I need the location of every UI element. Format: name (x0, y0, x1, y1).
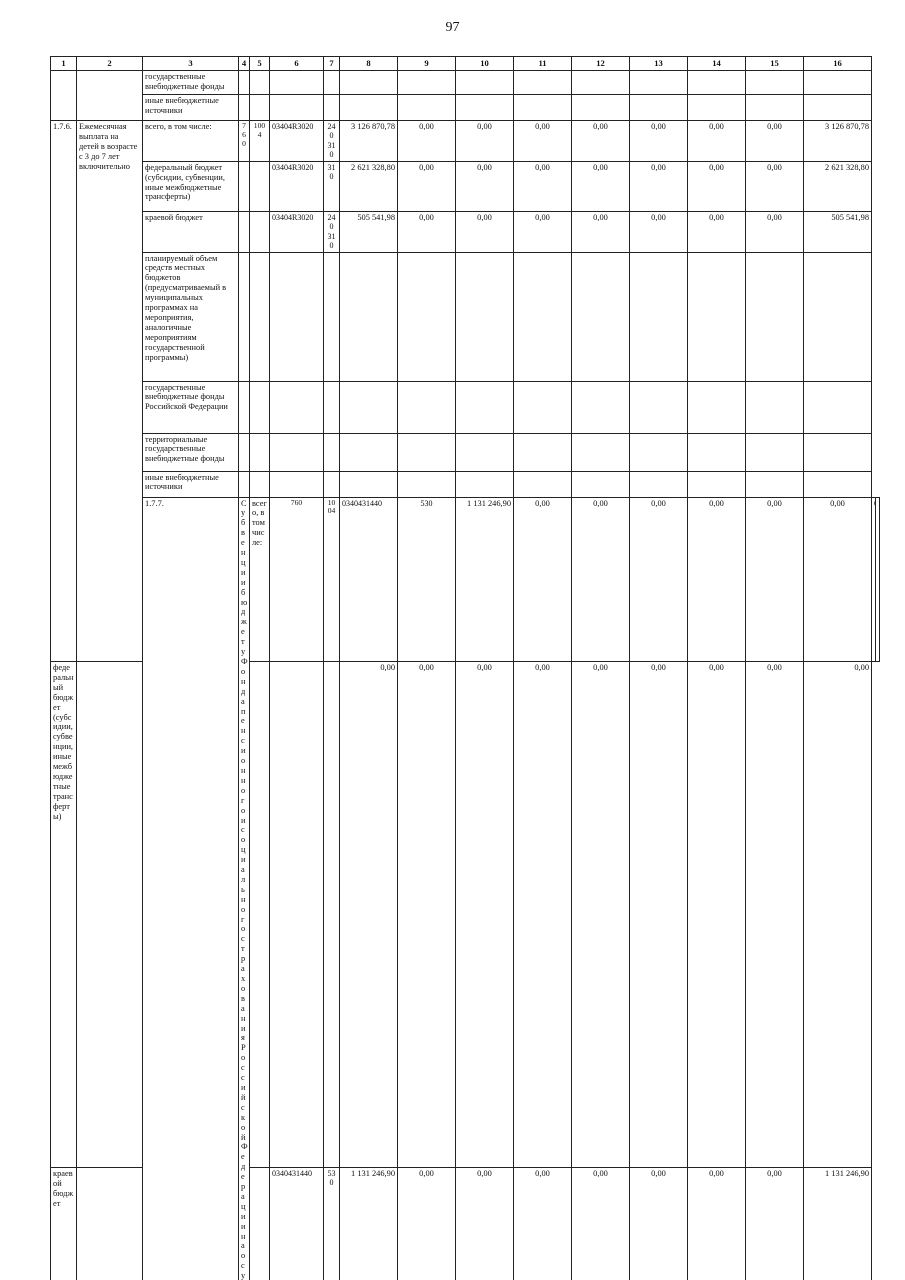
cell-c9: 0,00 (398, 1167, 456, 1280)
empty-cell (250, 211, 270, 252)
header-cell: 15 (746, 57, 804, 71)
cell-c7-line: 310 (327, 140, 336, 160)
empty-cell (340, 95, 398, 121)
empty-cell (398, 95, 456, 121)
empty-cell (746, 71, 804, 95)
cell-c16: 0,00 (804, 662, 872, 1168)
table-row (51, 211, 880, 252)
empty-cell (456, 252, 514, 381)
empty-cell (630, 71, 688, 95)
cell-c15: 0,00 (746, 121, 804, 162)
empty-cell (804, 471, 872, 497)
cell-c11: 0,00 (514, 662, 572, 1168)
table-row (51, 433, 880, 471)
budget-table (50, 56, 880, 1280)
empty-cell (456, 95, 514, 121)
cell-c14: 0,00 (804, 497, 872, 662)
cell-c11: 0,00 (514, 211, 572, 252)
empty-cell (572, 433, 630, 471)
cell-c7-line: 240 (327, 212, 336, 232)
cell-c11: 0,00 (514, 161, 572, 211)
empty-cell (456, 433, 514, 471)
source-label: федеральный бюджет (субсидии, субвенции, иные межбюджетные трансферты) (143, 161, 239, 211)
empty-cell (270, 471, 324, 497)
empty-cell (630, 433, 688, 471)
cell-c16: 1 131 246,90 (804, 1167, 872, 1280)
empty-cell (250, 1167, 270, 1280)
empty-cell (239, 433, 250, 471)
cell-c14: 0,00 (688, 662, 746, 1168)
table-row (51, 161, 880, 211)
cell-c16: 2 621 328,80 (804, 161, 872, 211)
source-label: государственные внебюджетные фонды (143, 71, 239, 95)
empty-cell (456, 71, 514, 95)
cell-c12: 0,00 (572, 121, 630, 162)
header-cell: 11 (514, 57, 572, 71)
empty-cell (688, 71, 746, 95)
source-label: краевой бюджет (51, 1167, 77, 1280)
cell-c16: 505 541,98 (804, 211, 872, 252)
header-cell: 3 (143, 57, 239, 71)
empty-cell (514, 71, 572, 95)
empty-cell (804, 433, 872, 471)
cell-c5: 1004 (324, 497, 340, 662)
cell-c15: 0,00 (746, 161, 804, 211)
table-row (51, 252, 880, 381)
empty-cell (630, 471, 688, 497)
empty-cell (239, 71, 250, 95)
header-cell: 6 (270, 57, 324, 71)
empty-cell (746, 381, 804, 433)
item-name: Ежемесячная выплата на детей в возрасте с 3 до 7 лет включительно (77, 121, 143, 662)
empty-cell (398, 381, 456, 433)
source-label: федеральный бюджет (субсидии, субвенции, иные межбюджетные трансферты) (51, 662, 77, 1168)
empty-cell (572, 71, 630, 95)
empty-cell (250, 161, 270, 211)
cell-c7 (324, 121, 340, 162)
empty-cell (239, 161, 250, 211)
source-label: государственные внебюджетные фонды Российской Федерации (143, 381, 239, 433)
table-row (51, 71, 880, 95)
cell-c6: 0340431440 (340, 497, 398, 662)
empty-cell (746, 471, 804, 497)
empty-cell (804, 381, 872, 433)
empty-cell (324, 433, 340, 471)
item-number: 1.7.6. (51, 121, 77, 662)
empty-cell (250, 252, 270, 381)
header-cell: 1 (51, 57, 77, 71)
empty-cell (250, 381, 270, 433)
cell-c13: 0,00 (630, 211, 688, 252)
cell-c14: 0,00 (688, 121, 746, 162)
table-row (51, 121, 880, 162)
cell-c7 (324, 211, 340, 252)
page-number: 97 (445, 20, 460, 35)
empty-cell (250, 471, 270, 497)
empty-cell (250, 662, 270, 1168)
cell-c11: 0,00 (514, 1167, 572, 1280)
cell-c10: 0,00 (456, 121, 514, 162)
header-cell: 9 (398, 57, 456, 71)
empty-cell (804, 95, 872, 121)
source-label: всего, в том числе: (250, 497, 270, 662)
empty-cell (324, 95, 340, 121)
cell-c12: 0,00 (572, 1167, 630, 1280)
cell-c13: 0,00 (630, 662, 688, 1168)
empty-cell (688, 381, 746, 433)
empty-cell (746, 252, 804, 381)
header-cell: 7 (324, 57, 340, 71)
cell-c9: 0,00 (514, 497, 572, 662)
empty-cell (804, 252, 872, 381)
empty-cell (77, 1167, 143, 1280)
empty-cell (572, 95, 630, 121)
table-row (51, 497, 880, 662)
cell-c13: 0,00 (630, 1167, 688, 1280)
table-row (51, 471, 880, 497)
cell-c8: 1 131 246,90 (456, 497, 514, 662)
empty-cell (456, 471, 514, 497)
cell-c13: 0,00 (746, 497, 804, 662)
empty-cell (239, 211, 250, 252)
empty-cell (456, 381, 514, 433)
empty-cell (51, 71, 77, 121)
cell-c7: 310 (324, 161, 340, 211)
empty-cell (324, 71, 340, 95)
table-row (51, 381, 880, 433)
cell-c13: 0,00 (630, 161, 688, 211)
empty-cell (239, 95, 250, 121)
cell-c16: 3 126 870,78 (804, 121, 872, 162)
cell-c16 (876, 497, 880, 662)
cell-c8: 505 541,98 (340, 211, 398, 252)
cell-c14: 0,00 (688, 211, 746, 252)
empty-cell (340, 381, 398, 433)
cell-c12: 0,00 (572, 662, 630, 1168)
empty-cell (804, 71, 872, 95)
empty-cell (250, 71, 270, 95)
cell-c6: 03404R3020 (270, 121, 324, 162)
cell-c5: 1004 (250, 121, 270, 162)
table-row (51, 95, 880, 121)
item-name: Субвенции бюджету Фонда пенсионного и социального страхования Российской Федерации на осу (239, 497, 250, 1280)
empty-cell (324, 662, 340, 1168)
empty-cell (746, 95, 804, 121)
empty-cell (77, 71, 143, 121)
cell-c14: 0,00 (688, 161, 746, 211)
empty-cell (324, 471, 340, 497)
empty-cell (514, 433, 572, 471)
header-cell: 10 (456, 57, 514, 71)
empty-cell (398, 471, 456, 497)
empty-cell (572, 381, 630, 433)
cell-c10: 0,00 (456, 211, 514, 252)
cell-c10: 0,00 (456, 161, 514, 211)
cell-c11: 0,00 (514, 121, 572, 162)
cell-c6: 03404R3020 (270, 161, 324, 211)
cell-c10: 0,00 (572, 497, 630, 662)
empty-cell (270, 662, 324, 1168)
cell-c6: 0340431440 (270, 1167, 324, 1280)
empty-cell (688, 252, 746, 381)
source-label: иные внебюджетные источники (143, 471, 239, 497)
header-cell: 13 (630, 57, 688, 71)
cell-c9: 0,00 (398, 662, 456, 1168)
cell-c7: 530 (398, 497, 456, 662)
empty-cell (630, 381, 688, 433)
empty-cell (239, 252, 250, 381)
cell-c13: 0,00 (630, 121, 688, 162)
cell-c8: 2 621 328,80 (340, 161, 398, 211)
empty-cell (324, 252, 340, 381)
cell-c4: 760 (270, 497, 324, 662)
header-cell: 8 (340, 57, 398, 71)
empty-cell (398, 252, 456, 381)
empty-cell (324, 381, 340, 433)
cell-c14: 0,00 (688, 1167, 746, 1280)
empty-cell (270, 71, 324, 95)
empty-cell (239, 381, 250, 433)
empty-cell (250, 95, 270, 121)
empty-cell (630, 95, 688, 121)
empty-cell (239, 471, 250, 497)
cell-c8: 3 126 870,78 (340, 121, 398, 162)
source-label: территориальные государственные внебюджетные фонды (143, 433, 239, 471)
header-cell: 16 (804, 57, 872, 71)
cell-c8: 1 131 246,90 (340, 1167, 398, 1280)
source-label: краевой бюджет (143, 211, 239, 252)
empty-cell (688, 471, 746, 497)
cell-c8: 0,00 (340, 662, 398, 1168)
cell-c15: 0,00 (746, 662, 804, 1168)
empty-cell (77, 662, 143, 1168)
cell-c10: 0,00 (456, 1167, 514, 1280)
cell-c7-line: 310 (327, 231, 336, 251)
cell-c7: 530 (324, 1167, 340, 1280)
header-cell: 4 (239, 57, 250, 71)
empty-cell (514, 381, 572, 433)
source-label: планируемый объем средств местных бюджетов (предусматриваемый в муниципальных программах на мероприятия, аналогичные мероприятиям государственной программы) (143, 252, 239, 381)
empty-cell (340, 71, 398, 95)
cell-c15: 0,00 (746, 1167, 804, 1280)
cell-c9: 0,00 (398, 161, 456, 211)
cell-c12: 0,00 (572, 211, 630, 252)
empty-cell (340, 471, 398, 497)
cell-c4: 760 (239, 121, 250, 162)
cell-c7-line: 240 (327, 122, 336, 141)
header-row (51, 57, 880, 71)
empty-cell (514, 471, 572, 497)
cell-c15: 0,00 (746, 211, 804, 252)
header-cell: 5 (250, 57, 270, 71)
empty-cell (250, 433, 270, 471)
empty-cell (270, 252, 324, 381)
source-label: иные внебюджетные источники (143, 95, 239, 121)
empty-cell (572, 471, 630, 497)
cell-c10: 0,00 (456, 662, 514, 1168)
empty-cell (340, 433, 398, 471)
cell-c9: 0,00 (398, 121, 456, 162)
empty-cell (398, 71, 456, 95)
source-label: всего, в том числе: (143, 121, 239, 162)
empty-cell (514, 252, 572, 381)
cell-c12: 0,00 (572, 161, 630, 211)
empty-cell (270, 381, 324, 433)
item-number: 1.7.7. (143, 497, 239, 1280)
empty-cell (746, 433, 804, 471)
header-cell: 12 (572, 57, 630, 71)
empty-cell (688, 433, 746, 471)
empty-cell (688, 95, 746, 121)
empty-cell (630, 252, 688, 381)
empty-cell (398, 433, 456, 471)
cell-c12: 0,00 (688, 497, 746, 662)
empty-cell (270, 95, 324, 121)
cell-c6: 03404R3020 (270, 211, 324, 252)
empty-cell (572, 252, 630, 381)
empty-cell (270, 433, 324, 471)
cell-c11: 0,00 (630, 497, 688, 662)
cell-c9: 0,00 (398, 211, 456, 252)
empty-cell (514, 95, 572, 121)
header-cell: 2 (77, 57, 143, 71)
empty-cell (340, 252, 398, 381)
header-cell: 14 (688, 57, 746, 71)
